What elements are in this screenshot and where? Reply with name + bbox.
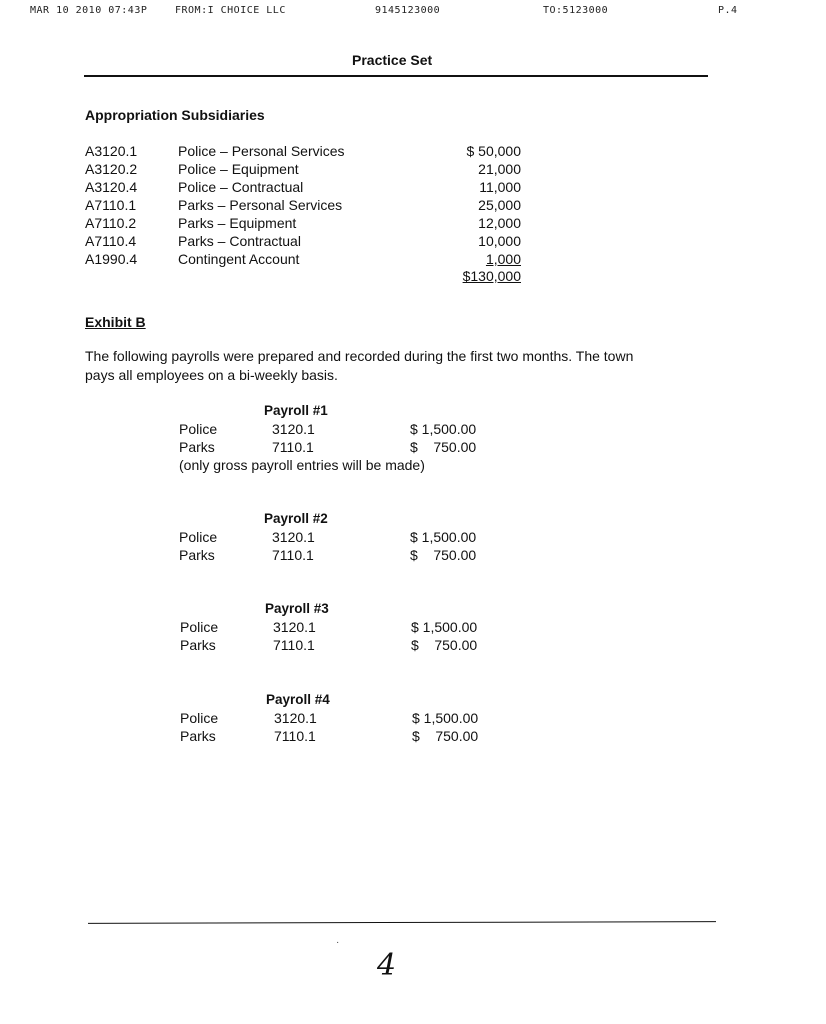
payroll-dept: Parks	[180, 637, 216, 653]
payroll-amount: $ 1,500.00	[410, 421, 477, 437]
payroll-amount: $ 1,500.00	[411, 619, 478, 635]
appropriation-desc: Police – Contractual	[178, 179, 304, 195]
payroll-amount: $ 750.00	[411, 637, 478, 653]
payroll-code: 7110.1	[272, 547, 314, 563]
payroll-dept: Parks	[179, 547, 215, 563]
appropriation-amount: 21,000	[478, 161, 521, 177]
payroll-code: 7110.1	[273, 637, 315, 653]
appropriation-amount: $ 50,000	[466, 143, 521, 159]
appropriation-amount: 25,000	[478, 197, 521, 213]
handwritten-page-number: 4	[377, 948, 397, 983]
payroll-title: Payroll #2	[264, 511, 328, 526]
payroll-dept: Parks	[179, 439, 215, 455]
appropriation-amount: 11,000	[479, 179, 521, 195]
page-title: Practice Set	[352, 52, 433, 68]
appropriation-desc: Parks – Personal Services	[178, 197, 343, 213]
payroll-title: Payroll #3	[265, 601, 329, 616]
payroll-code: 7110.1	[274, 728, 316, 744]
payroll-code: 3120.1	[274, 710, 317, 726]
appropriation-code: A1990.4	[85, 251, 138, 267]
payroll-amount: $ 1,500.00	[412, 710, 479, 726]
appropriation-code: A7110.2	[85, 215, 137, 231]
payroll-code: 3120.1	[273, 619, 316, 635]
payroll-amount: $ 750.00	[412, 728, 479, 744]
payroll-title: Payroll #4	[266, 692, 330, 707]
appropriation-code: A3120.2	[85, 161, 138, 177]
fax-from-number: 9145123000	[375, 5, 441, 16]
appropriation-desc: Parks – Contractual	[178, 233, 301, 249]
payroll-dept: Parks	[180, 728, 216, 744]
scan-speck: ·	[336, 937, 340, 948]
payroll-code: 7110.1	[272, 439, 314, 455]
exhibit-intro-line2: pays all employees on a bi-weekly basis.	[85, 367, 338, 383]
appropriation-amount: 10,000	[478, 233, 521, 249]
appropriation-code: A3120.1	[85, 143, 138, 159]
appropriation-amount: 12,000	[478, 215, 521, 231]
payroll-amount: $ 750.00	[410, 547, 477, 563]
appropriation-code: A3120.4	[85, 179, 138, 195]
fax-from: FROM:I CHOICE LLC	[175, 5, 286, 16]
payroll-dept: Police	[179, 421, 218, 437]
exhibit-intro-line1: The following payrolls were prepared and recorded during the first two months. The town	[85, 348, 634, 364]
appropriation-heading: Appropriation Subsidiaries	[85, 107, 265, 123]
fax-page: P.4	[718, 5, 738, 16]
payroll-dept: Police	[179, 529, 218, 545]
payroll-code: 3120.1	[272, 421, 315, 437]
exhibit-heading: Exhibit B	[85, 314, 146, 330]
appropriation-amount: 1,000	[485, 251, 521, 267]
appropriation-desc: Parks – Equipment	[178, 215, 297, 231]
title-rule	[84, 75, 708, 77]
appropriation-code: A7110.4	[85, 233, 137, 249]
payroll-code: 3120.1	[272, 529, 315, 545]
appropriation-desc: Police – Equipment	[178, 161, 299, 177]
payroll-note: (only gross payroll entries will be made)	[179, 457, 425, 473]
fax-date-time: MAR 10 2010 07:43P	[30, 5, 148, 16]
payroll-dept: Police	[180, 619, 219, 635]
appropriation-code: A7110.1	[85, 197, 137, 213]
appropriation-desc: Police – Personal Services	[178, 143, 345, 159]
fax-to: TO:5123000	[543, 5, 609, 16]
appropriation-desc: Contingent Account	[178, 251, 300, 267]
footer-rule	[88, 921, 716, 924]
payroll-title: Payroll #1	[264, 403, 328, 418]
appropriation-total: $130,000	[462, 268, 521, 284]
payroll-dept: Police	[180, 710, 219, 726]
payroll-amount: $ 1,500.00	[410, 529, 477, 545]
payroll-amount: $ 750.00	[410, 439, 477, 455]
